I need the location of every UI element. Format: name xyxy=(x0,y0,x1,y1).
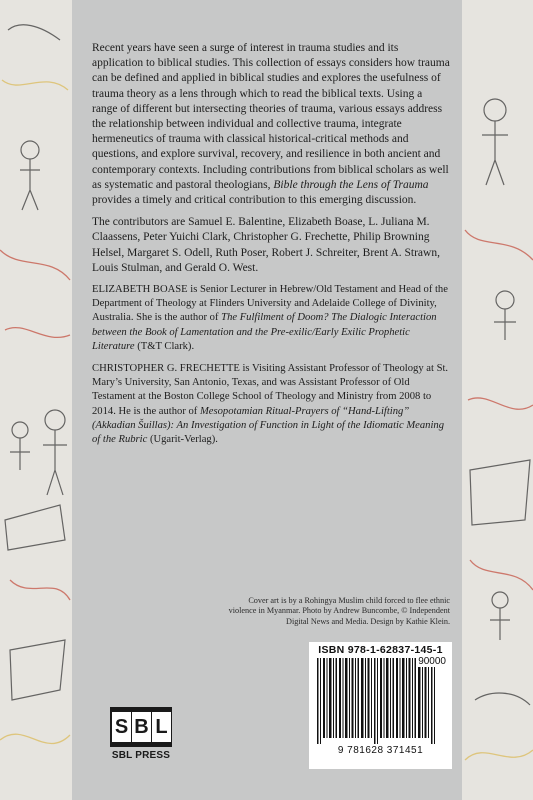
back-cover-text xyxy=(92,41,450,455)
price-code: 90000 xyxy=(418,656,446,667)
author-bio-boase: ELIZABETH BOASE is Senior Lecturer in Hebrew/Old Testament and Head of the Department of Theology at Flinders University and Adelaide College of Divinity, Australia. She is the author of The Fulfilment of Doom? The Dialogic Interaction between the Book of Lamentation and the Pre-exilic/Early Exilic Prophetic Literature (T&T Clark). xyxy=(92,284,448,352)
logo-letter-l: L xyxy=(152,712,171,742)
logo-letter-b: B xyxy=(132,712,151,742)
author-bio-frechette: CHRISTOPHER G. FRECHETTE is Visiting Assistant Professor of Theology at St. Mary’s University, San Antonio, Texas, and was Assistant Professor of Old Testament at the Boston College School of Theology and Ministry from 2008 to 2014. He is the author of Mesopotamian Ritual-Prayers of “Hand-Lifting” (Akkadian Šuillas): An Investigation of Function in Light of the Idiomatic Meaning of the Rubric (Ugarit-Verlag). xyxy=(92,363,449,446)
contributors-paragraph: The contributors are Samuel E. Balentine, Elizabeth Boase, L. Juliana M. Claassens, Peter Yuichi Clark, Christopher G. Frechette, Philip Browning Helsel, Margaret S. Odell, Ruth Poser, Robert J. Schreiter, Brent A. Strawn, Louis Stulman, and Gerald O. West. xyxy=(92,216,440,274)
barcode-digits: 9 781628 371451 xyxy=(337,745,424,756)
sbl-logo-box xyxy=(110,707,172,747)
isbn-barcode-box xyxy=(309,642,452,769)
isbn-label: ISBN 978-1-62837-145-1 xyxy=(318,644,443,656)
logo-letter-s: S xyxy=(112,712,131,742)
barcode xyxy=(315,658,446,744)
book-title: Bible through the Lens of Trauma xyxy=(273,178,429,191)
publisher-name: SBL PRESS xyxy=(111,750,171,761)
description-paragraph: Recent years have seen a surge of interest in trauma studies and its application to biblical studies. This collection of essays considers how trauma can be defined and applied in biblical studies and explores the usefulness of trauma theory as a lens through which to read the biblical texts. Using a range of different but intersecting theories of trauma, various essays address the relationship between individual and collective trauma, integrate hermeneutics of trauma with classical historical-critical methods and questions, and explore survival, recovery, and resilience in both ancient and contemporary contexts. Including contributions from biblical scholars as well as systematic and pastoral theologians, Bible through the Lens of Trauma provides a timely and critical contribution to this emerging discussion. xyxy=(92,42,450,207)
sbl-press-logo xyxy=(110,707,178,767)
cover-credits: Cover art is by a Rohingya Muslim child forced to flee ethnic violence in Myanmar. Photo by Andrew Buncombe, © Independent Digital News and Media. Design by Kathie Klein. xyxy=(228,596,450,626)
